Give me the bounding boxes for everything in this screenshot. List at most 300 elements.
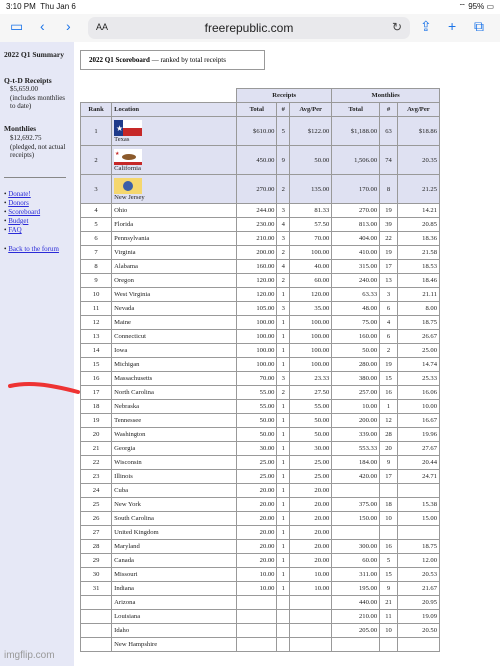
location-cell xyxy=(112,302,237,316)
location-cell xyxy=(112,610,237,624)
cell-avg: 35.00 xyxy=(290,302,332,316)
cell-n xyxy=(277,596,290,610)
address-bar[interactable] xyxy=(88,17,410,39)
cell-ma: 18.75 xyxy=(397,540,439,554)
location-cell xyxy=(112,232,237,246)
location-label: West Virginia xyxy=(114,291,151,298)
cell-total: 270.00 xyxy=(237,175,277,204)
cell-ma: 8.00 xyxy=(397,302,439,316)
cell-total: 100.00 xyxy=(237,344,277,358)
cell-avg: 10.00 xyxy=(290,568,332,582)
table-row xyxy=(81,484,440,498)
cell-ma: 20.44 xyxy=(397,456,439,470)
cell-n: 1 xyxy=(277,400,290,414)
location-header: Location xyxy=(112,103,237,117)
reload-icon[interactable]: ↻ xyxy=(391,20,402,34)
location-cell xyxy=(112,540,237,554)
location-cell xyxy=(112,414,237,428)
location-cell xyxy=(112,288,237,302)
table-row xyxy=(81,470,440,484)
cell-total: 50.00 xyxy=(237,414,277,428)
cell-n xyxy=(277,610,290,624)
california-flag-icon xyxy=(114,149,142,165)
location-label: United Kingdom xyxy=(114,529,159,536)
location-label: Connecticut xyxy=(114,333,147,340)
location-label: North Carolina xyxy=(114,389,154,396)
location-cell xyxy=(112,344,237,358)
cell-mn: 13 xyxy=(380,274,398,288)
cell-total: 20.00 xyxy=(237,540,277,554)
reader-aa-button[interactable]: AA xyxy=(96,22,109,32)
cell-n: 5 xyxy=(277,117,290,146)
rank-header: Rank xyxy=(81,103,112,117)
cell-n: 2 xyxy=(277,274,290,288)
cell-n: 1 xyxy=(277,526,290,540)
cell-mt: 339.00 xyxy=(332,428,380,442)
cell-mn xyxy=(380,526,398,540)
cell-total: $610.00 xyxy=(237,117,277,146)
cell-mt xyxy=(332,638,380,652)
monthlies-note: (pledged, not actual receipts) xyxy=(10,143,66,159)
cell-total: 10.00 xyxy=(237,582,277,596)
table-row xyxy=(81,638,440,652)
cell-rank: 23 xyxy=(81,470,112,484)
share-icon[interactable]: ⇪ xyxy=(420,18,432,34)
status-battery: ⌔ 95% ▭ xyxy=(458,2,494,11)
cell-ma: 21.58 xyxy=(397,246,439,260)
cell-mt: 210.00 xyxy=(332,610,380,624)
cell-avg: 100.00 xyxy=(290,344,332,358)
monthly-avg-header: Avg/Per xyxy=(397,103,439,117)
cell-mn: 6 xyxy=(380,302,398,316)
cell-avg: 135.00 xyxy=(290,175,332,204)
location-label: Canada xyxy=(114,557,134,564)
cell-mt: 404.00 xyxy=(332,232,380,246)
cell-rank: 25 xyxy=(81,498,112,512)
cell-total: 10.00 xyxy=(237,568,277,582)
cell-mt: 257.00 xyxy=(332,386,380,400)
back-icon[interactable]: ‹ xyxy=(40,18,45,34)
cell-total: 25.00 xyxy=(237,470,277,484)
cell-mn: 18 xyxy=(380,498,398,512)
svg-text:★: ★ xyxy=(115,151,120,157)
cell-mt: 300.00 xyxy=(332,540,380,554)
cell-rank: 21 xyxy=(81,442,112,456)
new-tab-icon[interactable]: + xyxy=(448,18,457,34)
cell-mn: 3 xyxy=(380,288,398,302)
cell-avg: 27.50 xyxy=(290,386,332,400)
cell-avg: 10.00 xyxy=(290,582,332,596)
cell-avg: 100.00 xyxy=(290,330,332,344)
location-label: Michigan xyxy=(114,361,140,368)
cell-ma xyxy=(397,638,439,652)
cell-avg: 20.00 xyxy=(290,540,332,554)
cell-rank: 20 xyxy=(81,428,112,442)
cell-mn: 17 xyxy=(380,470,398,484)
location-label: South Carolina xyxy=(114,515,154,522)
cell-ma: 18.36 xyxy=(397,232,439,246)
cell-total: 20.00 xyxy=(237,554,277,568)
table-row xyxy=(81,610,440,624)
cell-mn: 19 xyxy=(380,358,398,372)
cell-mn: 19 xyxy=(380,246,398,260)
scoreboard-table-wrap xyxy=(80,88,440,652)
receipts-note: (includes monthlies to date) xyxy=(10,94,66,110)
cell-n: 4 xyxy=(277,218,290,232)
cell-mn: 15 xyxy=(380,568,398,582)
cell-total: 20.00 xyxy=(237,512,277,526)
location-cell xyxy=(112,568,237,582)
cell-mn: 16 xyxy=(380,540,398,554)
cell-total: 105.00 xyxy=(237,302,277,316)
cell-total xyxy=(237,596,277,610)
link-faq[interactable]: FAQ xyxy=(8,226,22,234)
cell-avg: 100.00 xyxy=(290,358,332,372)
cell-ma: 18.53 xyxy=(397,260,439,274)
cell-avg: 70.00 xyxy=(290,232,332,246)
table-row xyxy=(81,414,440,428)
location-label: Iowa xyxy=(114,347,128,354)
table-row xyxy=(81,344,440,358)
link-scoreboard[interactable]: Scoreboard xyxy=(8,208,41,216)
cell-rank: 28 xyxy=(81,540,112,554)
cell-n: 1 xyxy=(277,512,290,526)
cell-rank: 18 xyxy=(81,400,112,414)
cell-ma: 14.74 xyxy=(397,358,439,372)
cell-n: 3 xyxy=(277,302,290,316)
receipts-head: Q-t-D Receipts xyxy=(4,76,52,85)
cell-total: 55.00 xyxy=(237,386,277,400)
table-row xyxy=(81,540,440,554)
cell-avg: 120.00 xyxy=(290,288,332,302)
cell-mt xyxy=(332,484,380,498)
cell-rank: 29 xyxy=(81,554,112,568)
cell-ma: 21.11 xyxy=(397,288,439,302)
cell-ma: 19.09 xyxy=(397,610,439,624)
cell-mt: 380.00 xyxy=(332,372,380,386)
cell-ma: 25.33 xyxy=(397,372,439,386)
cell-rank: 15 xyxy=(81,358,112,372)
location-label: Pennsylvania xyxy=(114,235,150,242)
cell-mt: 315.00 xyxy=(332,260,380,274)
location-cell xyxy=(112,638,237,652)
cell-n: 1 xyxy=(277,456,290,470)
cell-mn: 11 xyxy=(380,610,398,624)
main-content xyxy=(74,42,500,666)
cell-total xyxy=(237,624,277,638)
cell-total: 55.00 xyxy=(237,400,277,414)
location-label: Maine xyxy=(114,319,131,326)
forward-icon[interactable]: › xyxy=(66,18,71,34)
cell-ma: 20.53 xyxy=(397,568,439,582)
table-row xyxy=(81,117,440,146)
location-cell xyxy=(112,624,237,638)
cell-mn: 2 xyxy=(380,344,398,358)
count-header: # xyxy=(277,103,290,117)
table-row xyxy=(81,274,440,288)
cell-rank: 2 xyxy=(81,146,112,175)
cell-rank: 5 xyxy=(81,218,112,232)
location-cell xyxy=(112,428,237,442)
cell-rank: 8 xyxy=(81,260,112,274)
table-row xyxy=(81,568,440,582)
cell-rank: 7 xyxy=(81,246,112,260)
imgflip-watermark: imgflip.com xyxy=(4,650,55,661)
cell-ma: 18.46 xyxy=(397,274,439,288)
cell-avg xyxy=(290,596,332,610)
location-cell xyxy=(112,260,237,274)
location-label: Cuba xyxy=(114,487,129,494)
link-back-to-forum[interactable]: Back to the forum xyxy=(8,245,59,253)
link-donors[interactable]: Donors xyxy=(8,199,29,207)
location-label: Texas xyxy=(114,135,130,143)
cell-mn: 9 xyxy=(380,582,398,596)
location-label: Massachusetts xyxy=(114,375,153,382)
cell-n xyxy=(277,638,290,652)
cell-mt: 195.00 xyxy=(332,582,380,596)
cell-avg: 50.00 xyxy=(290,428,332,442)
red-marker-stroke xyxy=(8,380,82,396)
cell-n: 3 xyxy=(277,372,290,386)
cell-mt xyxy=(332,526,380,540)
cell-rank: 24 xyxy=(81,484,112,498)
cell-rank: 10 xyxy=(81,288,112,302)
location-cell xyxy=(112,246,237,260)
cell-rank: 30 xyxy=(81,568,112,582)
cell-mn: 16 xyxy=(380,386,398,400)
location-cell xyxy=(112,218,237,232)
cell-n: 1 xyxy=(277,358,290,372)
cell-n: 2 xyxy=(277,386,290,400)
cell-rank: 22 xyxy=(81,456,112,470)
cell-n: 1 xyxy=(277,554,290,568)
cell-n: 1 xyxy=(277,414,290,428)
sidebar-divider xyxy=(4,177,66,178)
cell-total: 20.00 xyxy=(237,484,277,498)
cell-mt: 150.00 xyxy=(332,512,380,526)
cell-rank: 16 xyxy=(81,372,112,386)
location-cell xyxy=(112,484,237,498)
cell-total xyxy=(237,638,277,652)
cell-n: 1 xyxy=(277,568,290,582)
location-label: California xyxy=(114,164,141,172)
cell-avg: 20.00 xyxy=(290,484,332,498)
table-row xyxy=(81,386,440,400)
receipts-value: $5,659.00 xyxy=(10,85,38,93)
tabs-icon[interactable]: ⧉ xyxy=(474,18,484,34)
cell-total: 100.00 xyxy=(237,316,277,330)
cell-mt: 200.00 xyxy=(332,414,380,428)
location-cell xyxy=(112,512,237,526)
total-header: Total xyxy=(237,103,277,117)
cell-n: 2 xyxy=(277,246,290,260)
location-cell xyxy=(112,175,237,204)
cell-avg: 20.00 xyxy=(290,512,332,526)
location-cell xyxy=(112,330,237,344)
cell-total: 20.00 xyxy=(237,526,277,540)
cell-mn: 19 xyxy=(380,204,398,218)
scoreboard-table xyxy=(80,88,440,652)
status-time-date: 3:10 PM Thu Jan 6 xyxy=(6,2,76,11)
status-bar xyxy=(0,0,500,14)
cell-total xyxy=(237,610,277,624)
cell-mn: 74 xyxy=(380,146,398,175)
cell-mt: 440.00 xyxy=(332,596,380,610)
cell-rank xyxy=(81,596,112,610)
table-row xyxy=(81,260,440,274)
cell-avg: 55.00 xyxy=(290,400,332,414)
cell-ma: 25.00 xyxy=(397,344,439,358)
cell-ma: 20.85 xyxy=(397,218,439,232)
monthly-count-header: # xyxy=(380,103,398,117)
cell-ma: 15.00 xyxy=(397,512,439,526)
cell-rank: 3 xyxy=(81,175,112,204)
svg-text:★: ★ xyxy=(116,123,124,133)
cell-rank xyxy=(81,610,112,624)
cell-n: 1 xyxy=(277,582,290,596)
link-budget[interactable]: Budget xyxy=(8,217,29,225)
cell-avg: 20.00 xyxy=(290,498,332,512)
cell-rank: 4 xyxy=(81,204,112,218)
cell-ma xyxy=(397,526,439,540)
cell-mt: $1,188.00 xyxy=(332,117,380,146)
cell-avg: 40.00 xyxy=(290,260,332,274)
location-label: Louisiana xyxy=(114,613,141,620)
monthlies-header: Monthlies xyxy=(332,89,440,103)
location-label: Idaho xyxy=(114,627,130,634)
cell-mt: 160.00 xyxy=(332,330,380,344)
cell-avg: 60.00 xyxy=(290,274,332,288)
cell-mt: 184.00 xyxy=(332,456,380,470)
cell-avg: $122.00 xyxy=(290,117,332,146)
cell-mn: 9 xyxy=(380,456,398,470)
sidebar-title: 2022 Q1 Summary xyxy=(4,50,64,59)
cell-total: 120.00 xyxy=(237,288,277,302)
cell-ma: 21.67 xyxy=(397,582,439,596)
cell-n: 3 xyxy=(277,232,290,246)
monthly-total-header: Total xyxy=(332,103,380,117)
cell-ma: 26.67 xyxy=(397,330,439,344)
table-row xyxy=(81,246,440,260)
location-label: Alabama xyxy=(114,263,138,270)
cell-mt: 270.00 xyxy=(332,204,380,218)
cell-mn: 12 xyxy=(380,414,398,428)
cell-mn: 1 xyxy=(380,400,398,414)
location-cell xyxy=(112,358,237,372)
location-cell xyxy=(112,204,237,218)
new-jersey-flag-icon xyxy=(114,178,142,194)
table-row xyxy=(81,372,440,386)
cell-n: 1 xyxy=(277,540,290,554)
cell-n: 1 xyxy=(277,498,290,512)
location-label: Virginia xyxy=(114,249,136,256)
table-row xyxy=(81,175,440,204)
cell-n: 1 xyxy=(277,484,290,498)
location-cell xyxy=(112,596,237,610)
cell-total: 210.00 xyxy=(237,232,277,246)
cell-avg: 23.33 xyxy=(290,372,332,386)
cell-mt: 375.00 xyxy=(332,498,380,512)
cell-rank: 1 xyxy=(81,117,112,146)
cell-ma: 16.67 xyxy=(397,414,439,428)
cell-total: 30.00 xyxy=(237,442,277,456)
cell-rank: 12 xyxy=(81,316,112,330)
cell-n: 9 xyxy=(277,146,290,175)
cell-mt: 205.00 xyxy=(332,624,380,638)
cell-rank: 14 xyxy=(81,344,112,358)
cell-total: 120.00 xyxy=(237,274,277,288)
location-label: Indiana xyxy=(114,585,134,592)
cell-total: 230.00 xyxy=(237,218,277,232)
cell-rank: 13 xyxy=(81,330,112,344)
monthlies-head: Monthlies xyxy=(4,124,37,133)
table-row xyxy=(81,442,440,456)
location-label: Nebraska xyxy=(114,403,140,410)
table-row xyxy=(81,204,440,218)
cell-total: 244.00 xyxy=(237,204,277,218)
cell-mt: 10.00 xyxy=(332,400,380,414)
cell-mn xyxy=(380,484,398,498)
cell-rank: 26 xyxy=(81,512,112,526)
cell-mt: 553.33 xyxy=(332,442,380,456)
location-cell xyxy=(112,582,237,596)
cell-ma: 20.50 xyxy=(397,624,439,638)
cell-mn: 17 xyxy=(380,260,398,274)
cell-ma: 12.00 xyxy=(397,554,439,568)
location-label: Wisconsin xyxy=(114,459,142,466)
location-cell xyxy=(112,498,237,512)
location-label: Illinois xyxy=(114,473,133,480)
link-donate[interactable]: Donate! xyxy=(8,190,31,198)
cell-total: 100.00 xyxy=(237,330,277,344)
table-row xyxy=(81,358,440,372)
location-cell xyxy=(112,316,237,330)
cell-ma: 19.96 xyxy=(397,428,439,442)
avg-header: Avg/Per xyxy=(290,103,332,117)
sidebar: 2022 Q1 Summary Q-t-D Receipts $5,659.00 (includes monthlies to date) Monthlies $12,692.75 (pledged, not actual receipts) • Donate! • Donors • Scoreboard • Budget • FAQ • Back to the forum xyxy=(0,42,75,666)
sidebar-links: • Donate! • Donors • Scoreboard • Budget • FAQ xyxy=(4,190,41,234)
sidebar-toggle-icon[interactable]: ▭ xyxy=(10,18,24,34)
table-row xyxy=(81,428,440,442)
location-label: Oregon xyxy=(114,277,134,284)
location-cell xyxy=(112,554,237,568)
cell-mt: 75.00 xyxy=(332,316,380,330)
location-cell xyxy=(112,372,237,386)
cell-ma: 21.25 xyxy=(397,175,439,204)
cell-ma: 27.67 xyxy=(397,442,439,456)
location-label: Florida xyxy=(114,221,134,228)
cell-rank: 31 xyxy=(81,582,112,596)
cell-n: 1 xyxy=(277,316,290,330)
location-label: Nevada xyxy=(114,305,135,312)
cell-mn: 15 xyxy=(380,372,398,386)
cell-mn: 10 xyxy=(380,512,398,526)
location-label: Washington xyxy=(114,431,146,438)
cell-avg: 30.00 xyxy=(290,442,332,456)
cell-ma: 14.21 xyxy=(397,204,439,218)
texas-flag-icon xyxy=(114,120,142,136)
table-row xyxy=(81,232,440,246)
cell-rank: 19 xyxy=(81,414,112,428)
monthlies-value: $12,692.75 xyxy=(10,134,42,142)
cell-mn: 6 xyxy=(380,330,398,344)
location-label: Georgia xyxy=(114,445,136,452)
cell-mt: 50.00 xyxy=(332,344,380,358)
table-row xyxy=(81,624,440,638)
table-row xyxy=(81,400,440,414)
table-row xyxy=(81,456,440,470)
cell-avg xyxy=(290,610,332,624)
